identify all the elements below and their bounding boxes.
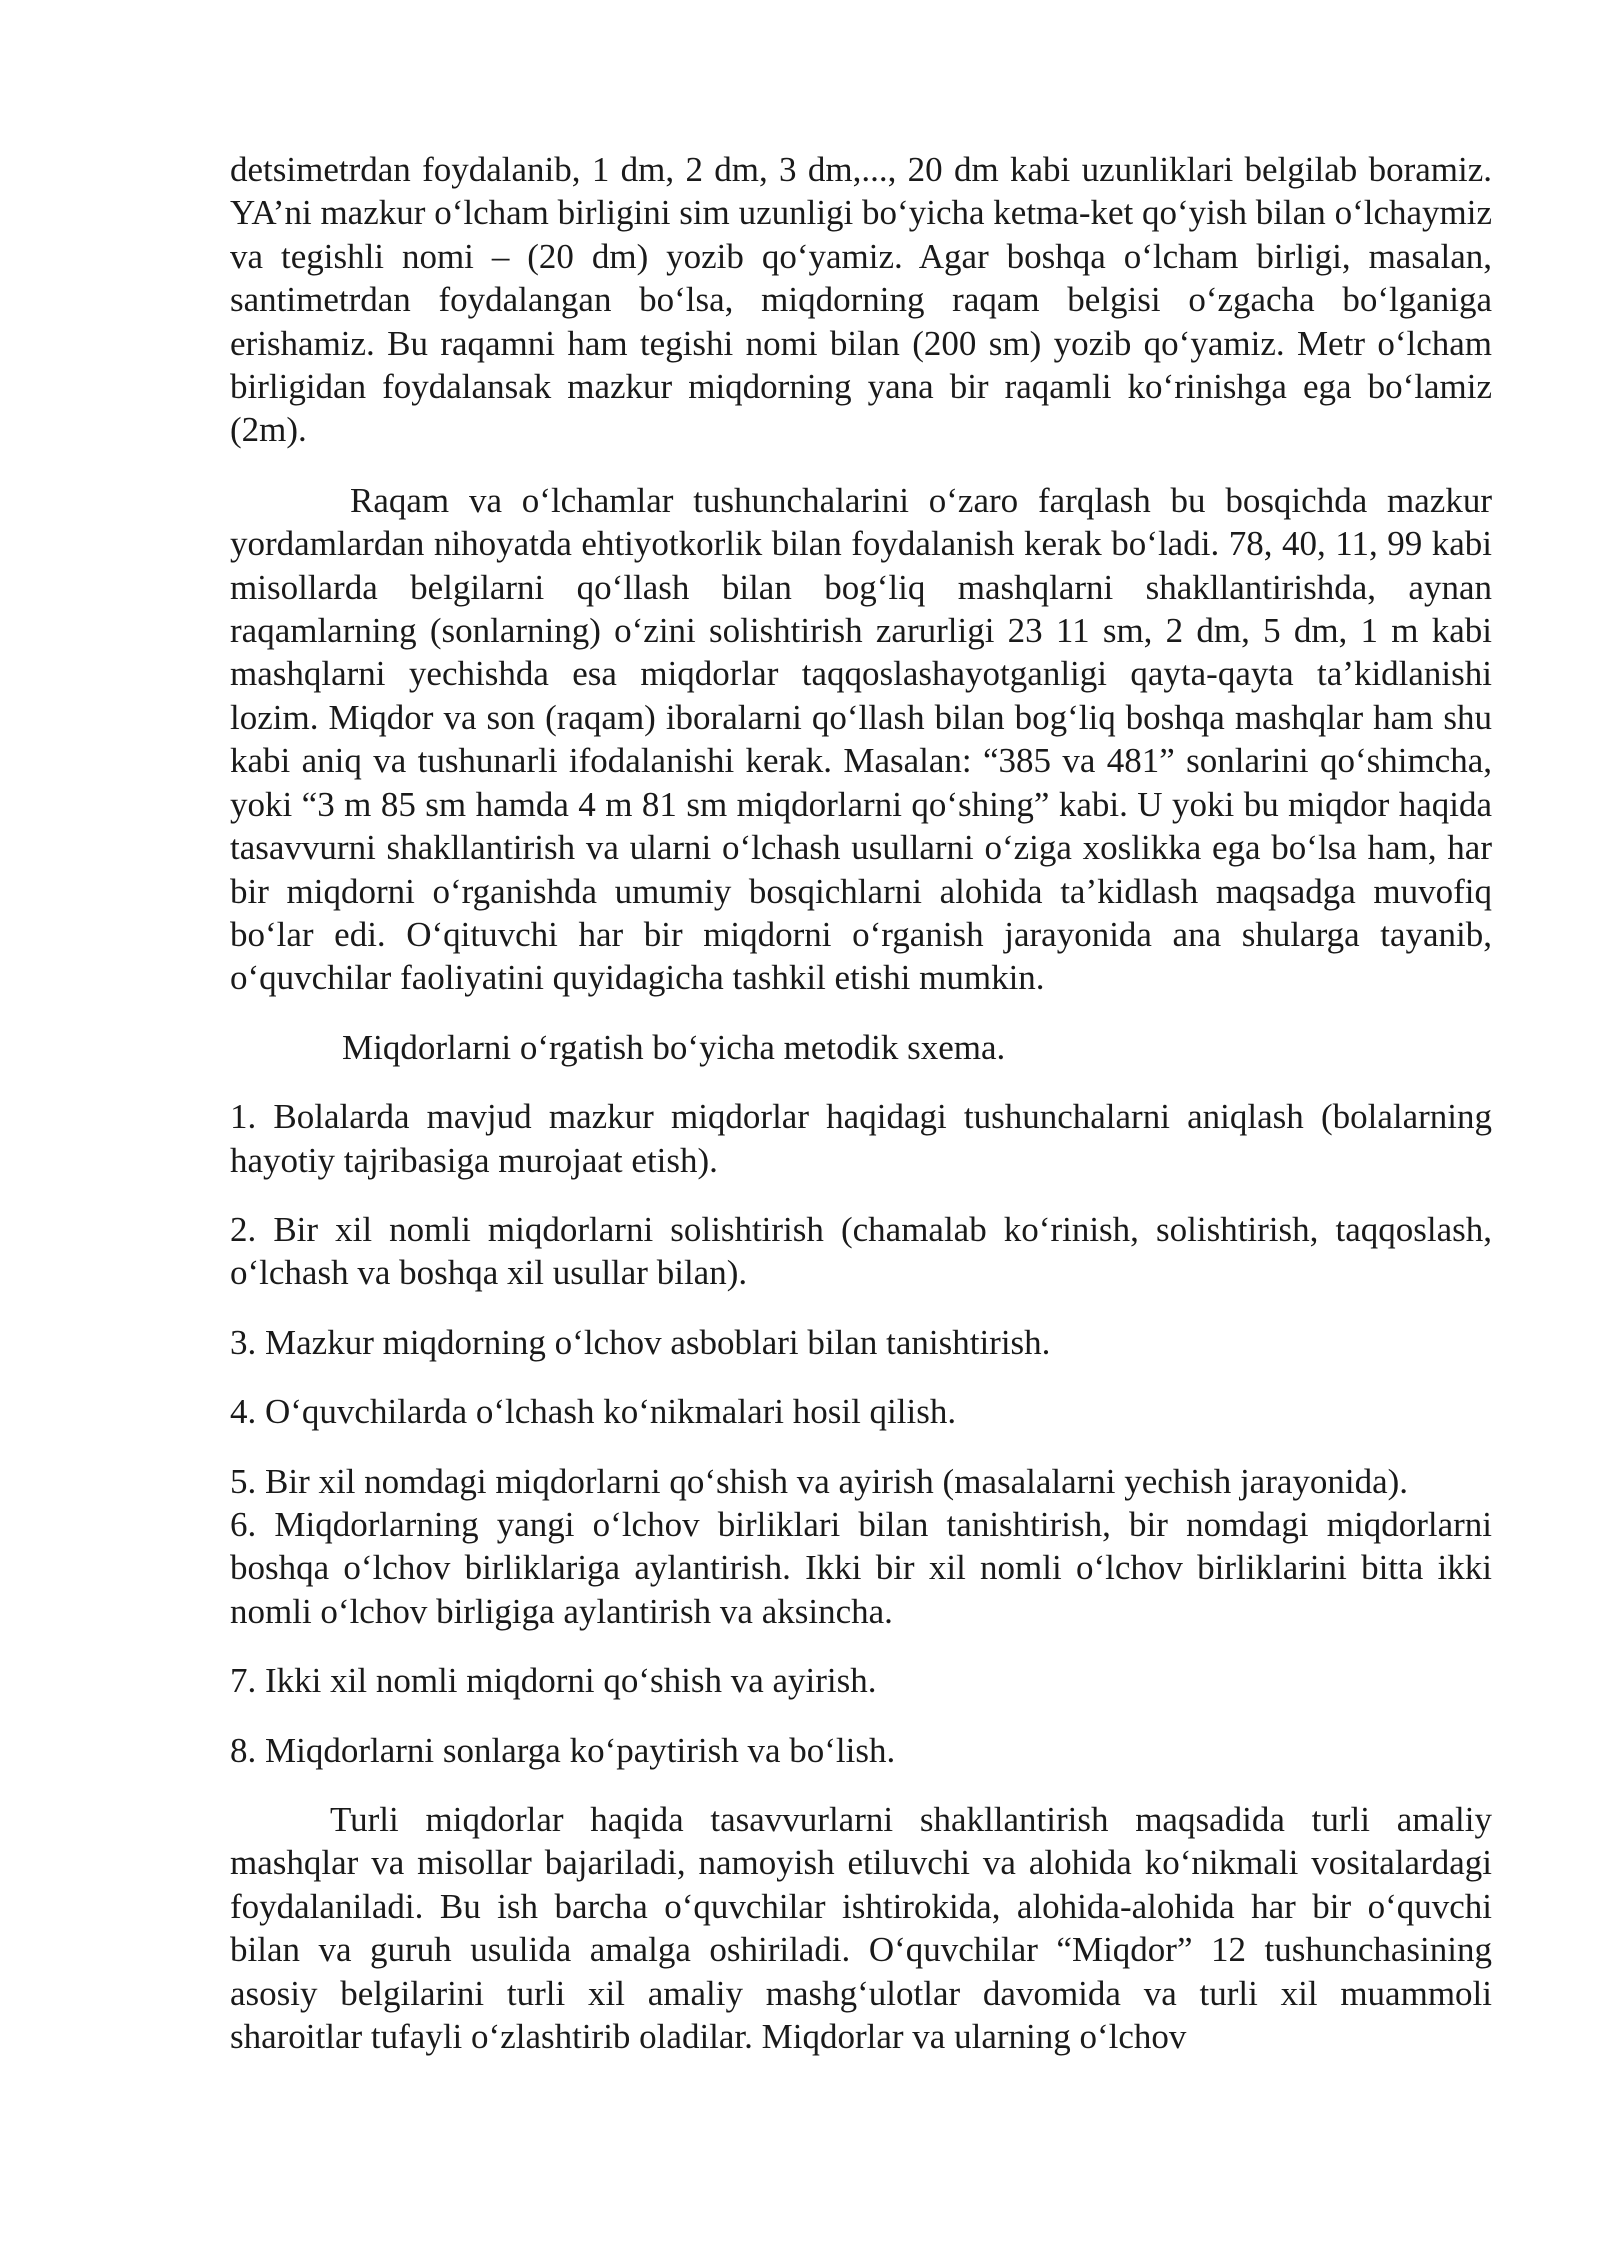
list-item-3: 3. Mazkur miqdorning o‘lchov asboblari bilan tanishtirish. bbox=[230, 1322, 1051, 1362]
paragraph-intro: detsimetrdan foydalanib, 1 dm, 2 dm, 3 dm,..., 20 dm kabi uzunliklari belgilab boramiz. YA’ni mazkur o‘lcham birligini sim uzunligi bo‘yicha ketma-ket qo‘yish bilan o‘lchaymiz va tegishli nomi – (20 dm) yozib qo‘yamiz. Agar boshqa o‘lcham birligi, masalan, santimetrdan foydalangan bo‘lsa, miqdorning raqam belgisi o‘zgacha bo‘lganiga erishamiz. Bu raqamni ham tegishi nomi bilan (200 sm) yozib qo‘yamiz. Metr o‘lcham birligidan foydalansak mazkur miqdorning yana bir raqamli ko‘rinishga ega bo‘lamiz (2m). bbox=[230, 150, 1492, 450]
list-item-7: 7. Ikki xil nomli miqdorni qo‘shish va ayirish. bbox=[230, 1661, 877, 1701]
list-item-6: 6. Miqdorlarning yangi o‘lchov birliklari bilan tanishtirish, bir nomdagi miqdorlarni boshqa o‘lchov birliklariga aylantirish. Ikki bir xil nomli o‘lchov birliklarini bitta ikki nomli o‘lchov birligiga aylantirish va aksincha. bbox=[230, 1504, 1492, 1631]
paragraph-closing: Turli miqdorlar haqida tasavvurlarni shakllantirish maqsadida turli amaliy mashqlar va misollar bajariladi, namoyish etiluvchi va alohida ko‘nikmali vositalardagi foydalaniladi. Bu ish barcha o‘quvchilar ishtirokida, alohida-alohida har bir o‘quvchi bilan va guruh usulida amalga oshiriladi. O‘quvchilar “Miqdor” 12 tushunchasining asosiy belgilarini turli xil amaliy mashg‘ulotlar davomida va turli xil muammoli sharoitlar tufayli o‘zlashtirib oladilar. Miqdorlar va ularning o‘lchov bbox=[230, 1800, 1492, 2057]
paragraph-raqam: Raqam va o‘lchamlar tushunchalarini o‘zaro farqlash bu bosqichda mazkur yordamlardan nihoyatda ehtiyotkorlik bilan foydalanish kerak bo‘ladi. 78, 40, 11, 99 kabi misollarda belgilarni qo‘llash bilan bog‘liq mashqlarni shakllantirishda, aynan raqamlarning (sonlarning) o‘zini solishtirish zarurligi 23 11 sm, 2 dm, 5 dm, 1 m kabi mashqlarni yechishda esa miqdorlar taqqoslashayotganligi qayta-qayta ta’kidlanishi lozim. Miqdor va son (raqam) iboralarni qo‘llash bilan bog‘liq boshqa mashqlar ham shu kabi aniq va tushunarli ifodalanishi kerak. Masalan: “385 va 481” sonlarini qo‘shimcha, yoki “3 m 85 sm hamda 4 m 81 sm miqdorlarni qo‘shing” kabi. U yoki bu miqdor haqida tasavvurni shakllantirish va ularni o‘lchash usullarni o‘ziga xoslikka ega bo‘lsa ham, har bir miqdorni o‘rganishda umumiy bosqichlarni alohida ta’kidlash maqsadga muvofiq bo‘lar edi. O‘qituvchi har bir miqdorni o‘rganish jarayonida ana shularga tayanib, o‘quvchilar faoliyatini quyidagicha tashkil etishi mumkin. bbox=[230, 480, 1492, 998]
scheme-title: Miqdorlarni o‘rgatish bo‘yicha metodik sxema. bbox=[342, 1027, 1006, 1067]
list-item-1: 1. Bolalarda mavjud mazkur miqdorlar haqidagi tushunchalarni aniqlash (bolalarning hayotiy tajribasiga murojaat etish). bbox=[230, 1097, 1492, 1180]
list-item-2: 2. Bir xil nomli miqdorlarni solishtirish (chamalab ko‘rinish, solishtirish, taqqoslash, o‘lchash va boshqa xil usullar bilan). bbox=[230, 1209, 1492, 1293]
list-item-4: 4. O‘quvchilarda o‘lchash ko‘nikmalari hosil qilish. bbox=[230, 1392, 957, 1432]
document-page bbox=[230, 148, 1492, 2058]
list-item-8: 8. Miqdorlarni sonlarga ko‘paytirish va bo‘lish. bbox=[230, 1730, 896, 1770]
list-item-5: 5. Bir xil nomdagi miqdorlarni qo‘shish va ayirish (masalalarni yechish jarayonida). bbox=[230, 1461, 1409, 1501]
